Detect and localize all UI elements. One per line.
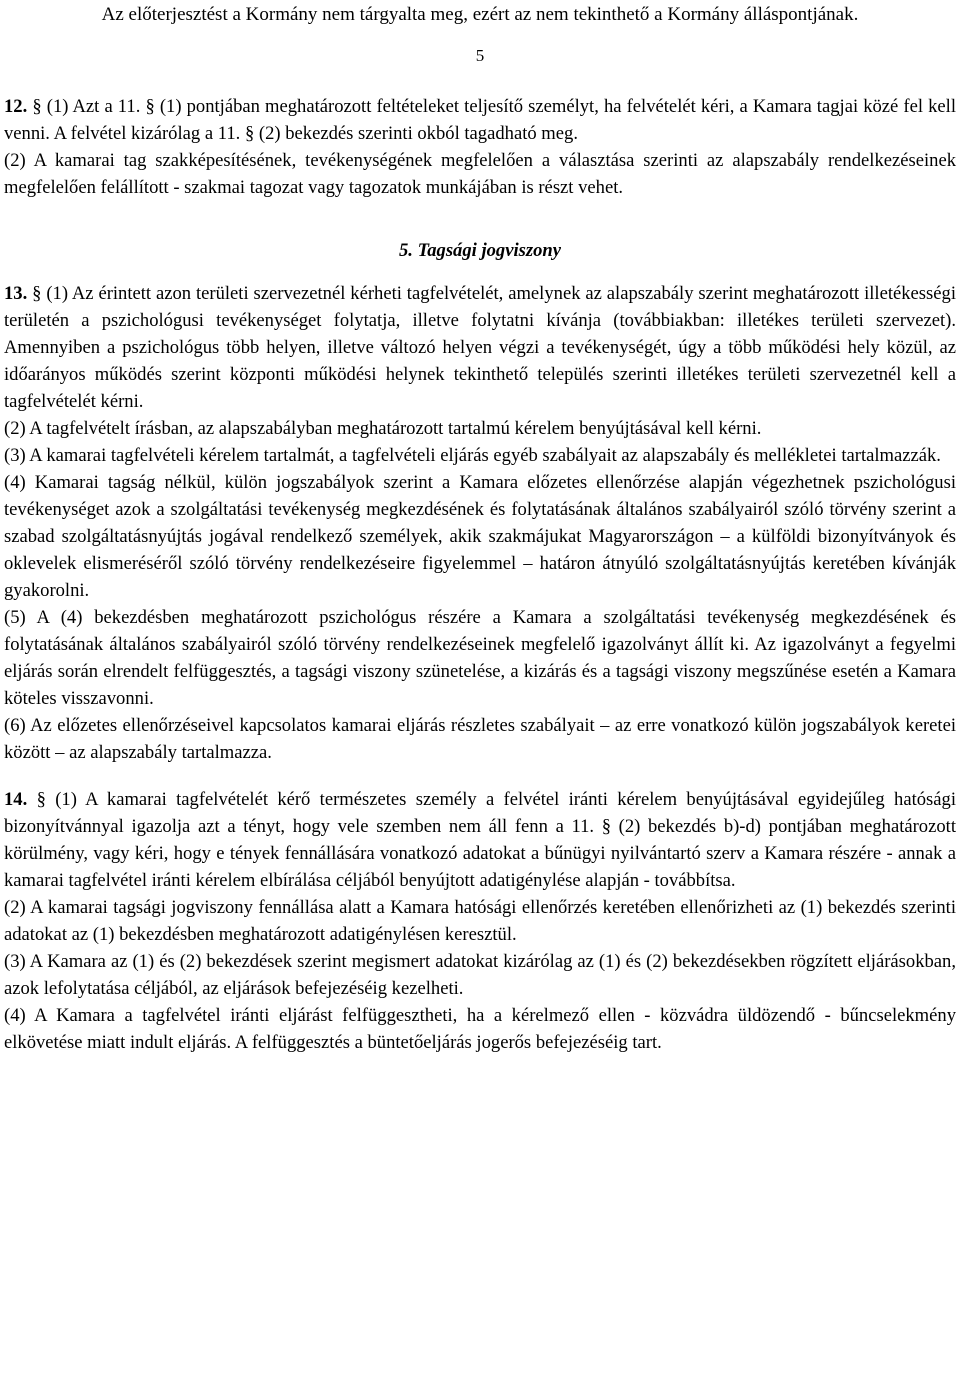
paragraph-13-2: (2) A tagfelvételt írásban, az alapszabályban meghatározott tartalmú kérelem benyújtásával kell kérni. bbox=[4, 418, 762, 439]
paragraph-13-1-text: § (1) Az érintett azon területi szervezetnél kérheti tagfelvételét, amelynek az alapszabály szerint meghatározott illetékességi területén a pszichológusi tevékenységet folytatja, illetve folytatni kívánja (továbbiakban: illetékes területi szervezet). Amennyiben a pszichológus több helyen, illetve változó helyen végzi a tevékenységét, úgy a több működési hely közül, az időarányos működés szerint központi működési helynek tekinthető település szerinti illetékes területi szervezetnél kell a tagfelvételét kérni. bbox=[4, 283, 956, 412]
paragraph-13-1 bbox=[4, 280, 956, 415]
paragraph-14-3: (3) A Kamara az (1) és (2) bekezdések szerint megismert adatokat kizárólag az (1) és (2) bekezdésekben rögzített eljárásokban, azok lefolytatása céljából, az eljárások befejezéséig kezelheti. bbox=[4, 951, 956, 999]
paragraph-12-2: (2) A kamarai tag szakképesítésének, tevékenységének megfelelően a választása szerinti az alapszabály rendelkezéseinek megfelelően felállított - szakmai tagozat vagy tagozatok munkájában is részt vehet. bbox=[4, 150, 956, 198]
header-notice: Az előterjesztést a Kormány nem tárgyalta meg, ezért az nem tekinthető a Kormány álláspontjának. bbox=[101, 4, 859, 25]
section-spacer bbox=[4, 766, 956, 786]
section-number-14: 14. bbox=[4, 789, 28, 810]
section-number-13: 13. bbox=[4, 283, 28, 304]
paragraph-14-2: (2) A kamarai tagsági jogviszony fennállása alatt a Kamara hatósági ellenőrzés keretében ellenőrizheti az (1) bekezdés szerinti adatokat az (1) bekezdésben meghatározott adatigénylésen keresztül. bbox=[4, 897, 956, 945]
paragraph-13-3: (3) A kamarai tagfelvételi kérelem tartalmát, a tagfelvételi eljárás egyéb szabályait az alapszabály és mellékletei tartalmazzák. bbox=[4, 445, 941, 466]
paragraph-13-4: (4) Kamarai tagság nélkül, külön jogszabályok szerint a Kamara előzetes ellenőrzése alapján végezhetnek pszichológusi tevékenységet azok a szolgáltatási tevékenység megkezdésének és folytatásának általános szabályairól szóló törvény szerint a szabad szolgáltatásnyújtás jogával rendelkező személyek, akik szakmájukat Magyarországon – a külföldi bizonyítványok és oklevelek elismeréséről szóló törvény rendelkezéseire figyelemmel – határon átnyúló szolgáltatásnyújtás keretében kívánják gyakorolni. bbox=[4, 472, 956, 601]
paragraph-14-1-text: § (1) A kamarai tagfelvételét kérő természetes személy a felvétel iránti kérelem benyújtásával egyidejűleg hatósági bizonyítvánnyal igazolja azt a tényt, hogy vele szemben nem áll fenn a 11. § (2) bekezdés b)-d) pontjában meghatározott körülmény, vagy kéri, hogy e tények fennállására vonatkozó adatokat a bűnügyi nyilvántartó szerv a Kamara részére - annak a kamarai tagfelvétel iránti kérelem elbírálása céljából benyújtott adatigénylése alapján - továbbítsa. bbox=[4, 789, 956, 891]
section-heading: 5. Tagsági jogviszony bbox=[398, 240, 562, 261]
section-number-12: 12. bbox=[4, 96, 28, 117]
document-body bbox=[4, 93, 956, 1056]
paragraph-14-4: (4) A Kamara a tagfelvétel iránti eljárást felfüggesztheti, ha a kérelmező ellen - közvádra üldözendő - bűncselekmény elkövetése miatt indult eljárás. A felfüggesztés a büntetőeljárás jogerős befejezéséig tart. bbox=[4, 1005, 956, 1053]
paragraph-13-5: (5) A (4) bekezdésben meghatározott pszichológus részére a Kamara a szolgáltatási tevékenység megkezdésének és folytatásának általános szabályairól szóló törvény rendelkezéseinek megfelelő igazolványt állít ki. Az igazolványt a fegyelmi eljárás során elrendelt felfüggesztés, a tagsági viszony szünetelése, a kizárás és a tagsági viszony megszűnése esetén a Kamara köteles visszavonni. bbox=[4, 607, 956, 709]
paragraph-12-1-text: § (1) Azt a 11. § (1) pontjában meghatározott feltételeket teljesítő személyt, ha felvételét kéri, a Kamara tagjai közé fel kell venni. A felvétel kizárólag a 11. § (2) bekezdés szerinti okból tagadható meg. bbox=[4, 96, 956, 144]
page-number: 5 bbox=[475, 46, 485, 65]
paragraph-13-6: (6) Az előzetes ellenőrzéseivel kapcsolatos kamarai eljárás részletes szabályait – az erre vonatkozó külön jogszabályok keretei között – az alapszabály tartalmazza. bbox=[4, 715, 956, 763]
paragraph-14-1 bbox=[4, 786, 956, 894]
paragraph-12-1 bbox=[4, 93, 956, 147]
